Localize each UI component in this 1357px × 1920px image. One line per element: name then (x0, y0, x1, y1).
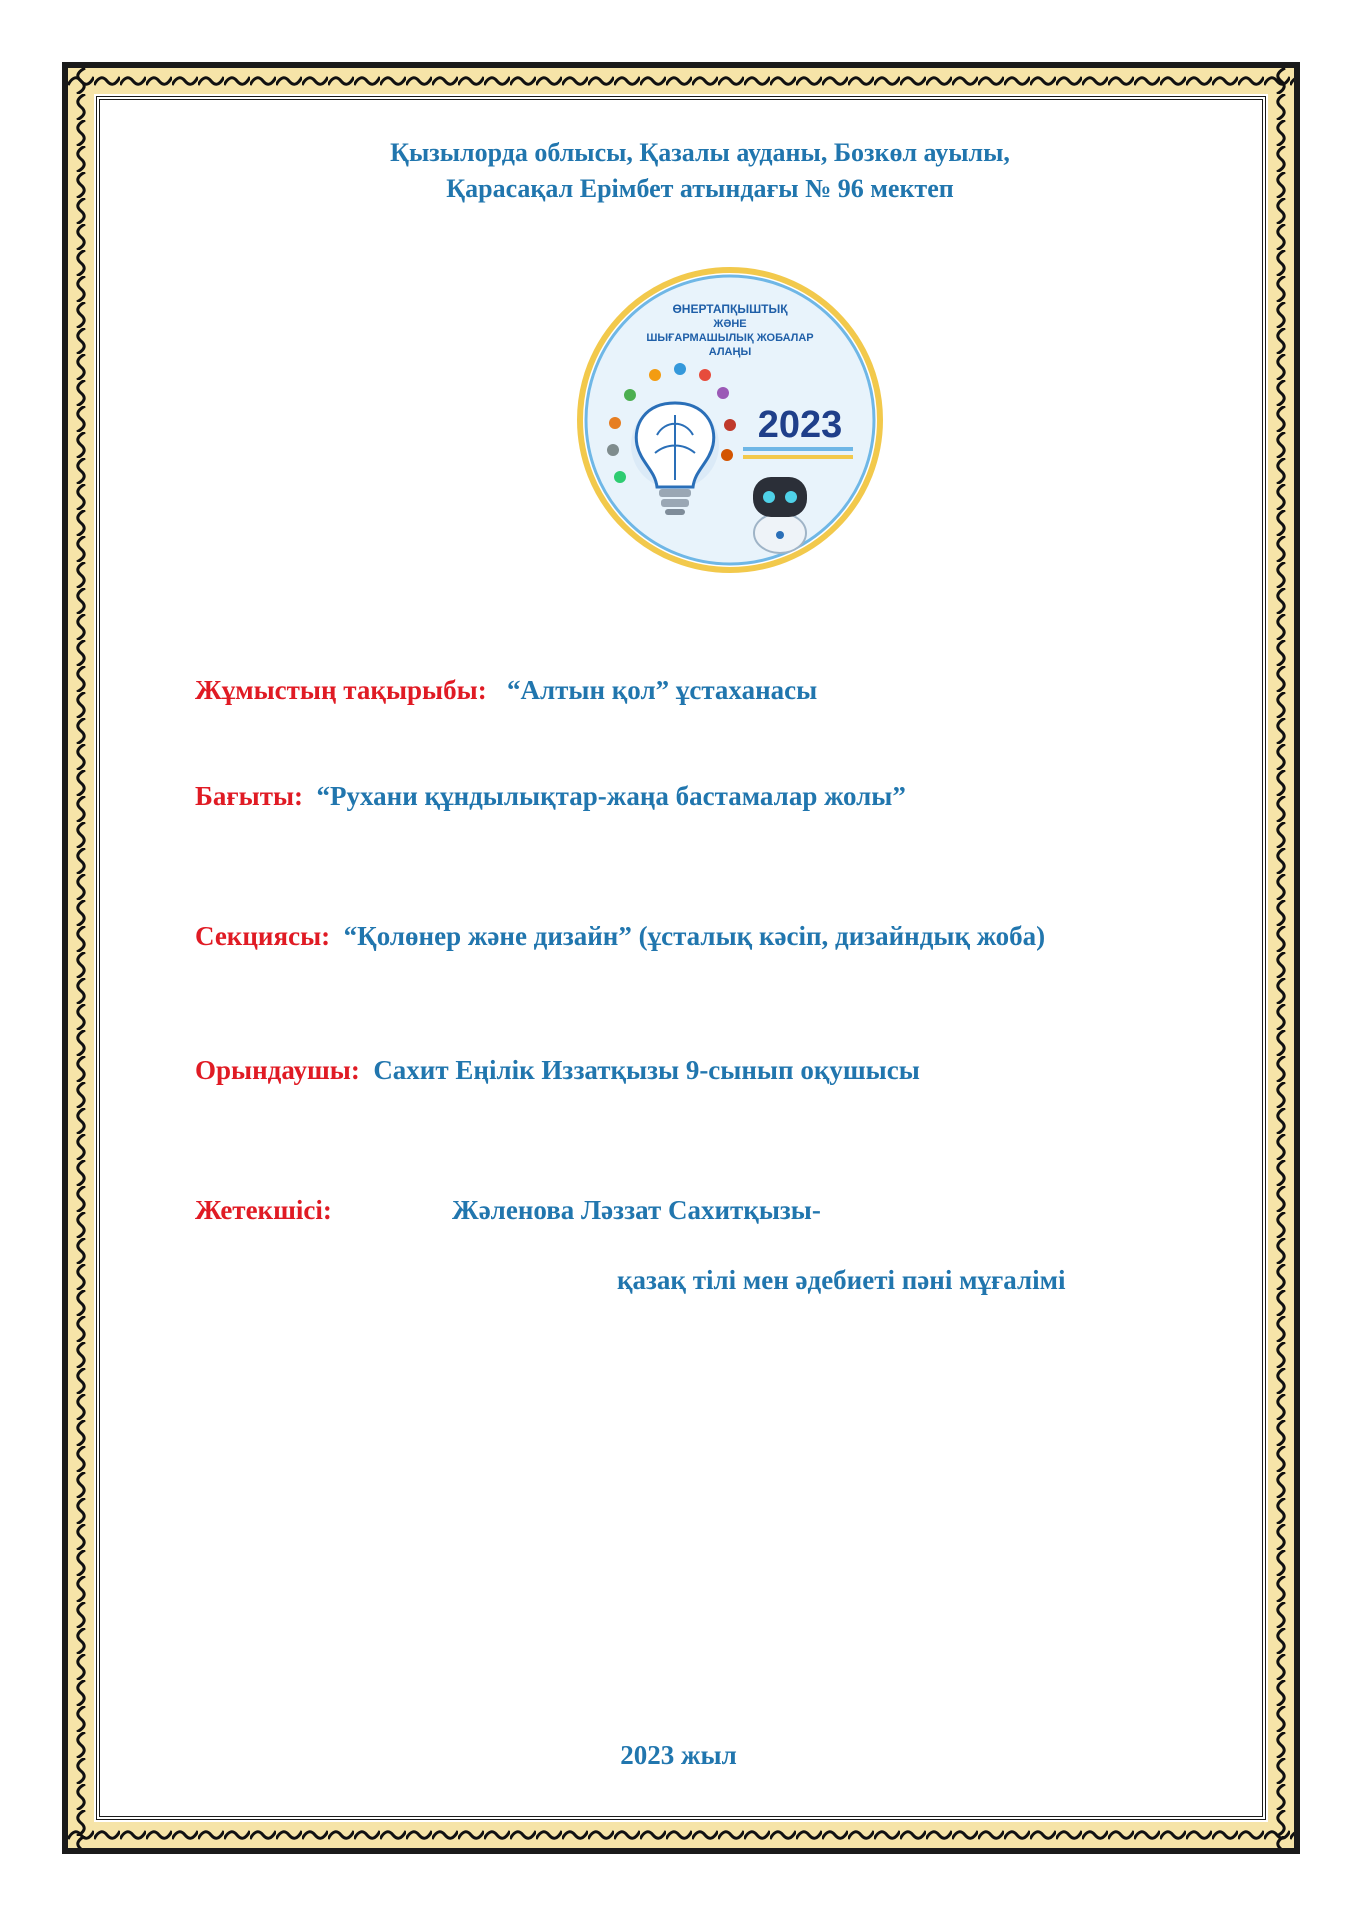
direction-label: Бағыты: (195, 781, 304, 811)
footer-year: 2023 жыл (620, 1740, 737, 1770)
border-wave-left (68, 68, 94, 1848)
performer-row (195, 1052, 920, 1088)
leader-label: Жетекшісі: (195, 1195, 332, 1225)
border-wave-top (68, 68, 1294, 94)
logo-text-1: ӨНЕРТАПҚЫШТЫҚ (672, 302, 788, 316)
leader-name: Жәленова Ләззат Сахитқызы- (452, 1195, 821, 1225)
topic-label: Жұмыстың тақырыбы: (195, 675, 487, 705)
event-logo (575, 265, 885, 575)
section-value: “Қолөнер және дизайн” (ұсталық кәсіп, дизайндық жоба) (343, 921, 1046, 951)
logo-text-2: ЖӘНЕ (713, 318, 747, 330)
topic-value: “Алтын қол” ұстаханасы (506, 675, 818, 705)
header-line-1: Қызылорда облысы, Қазалы ауданы, Бозкөл ауылы, (390, 138, 1010, 167)
logo-text-4: АЛАҢЫ (708, 346, 752, 358)
direction-row (195, 778, 906, 814)
direction-value: “Рухани құндылықтар-жаңа бастамалар жолы” (316, 781, 906, 811)
section-label: Секциясы: (195, 921, 331, 951)
leader-row (195, 1192, 332, 1228)
header-line-2: Қарасақал Ерімбет атындағы № 96 мектеп (446, 174, 954, 203)
topic-row (195, 672, 817, 708)
performer-label: Орындаушы: (195, 1055, 360, 1085)
leader-role: қазақ тілі мен әдебиеті пәні мұғалімі (617, 1265, 1066, 1295)
section-row (195, 918, 1045, 954)
logo-year: 2023 (757, 404, 843, 446)
border-wave-bottom (68, 1822, 1294, 1848)
logo-text-3: ШЫҒАРМАШЫЛЫҚ ЖОБАЛАР (646, 332, 814, 344)
border-wave-right (1268, 68, 1294, 1848)
performer-value: Сахит Еңілік Иззатқызы 9-сынып оқушысы (373, 1055, 920, 1085)
school-header (200, 135, 1200, 207)
